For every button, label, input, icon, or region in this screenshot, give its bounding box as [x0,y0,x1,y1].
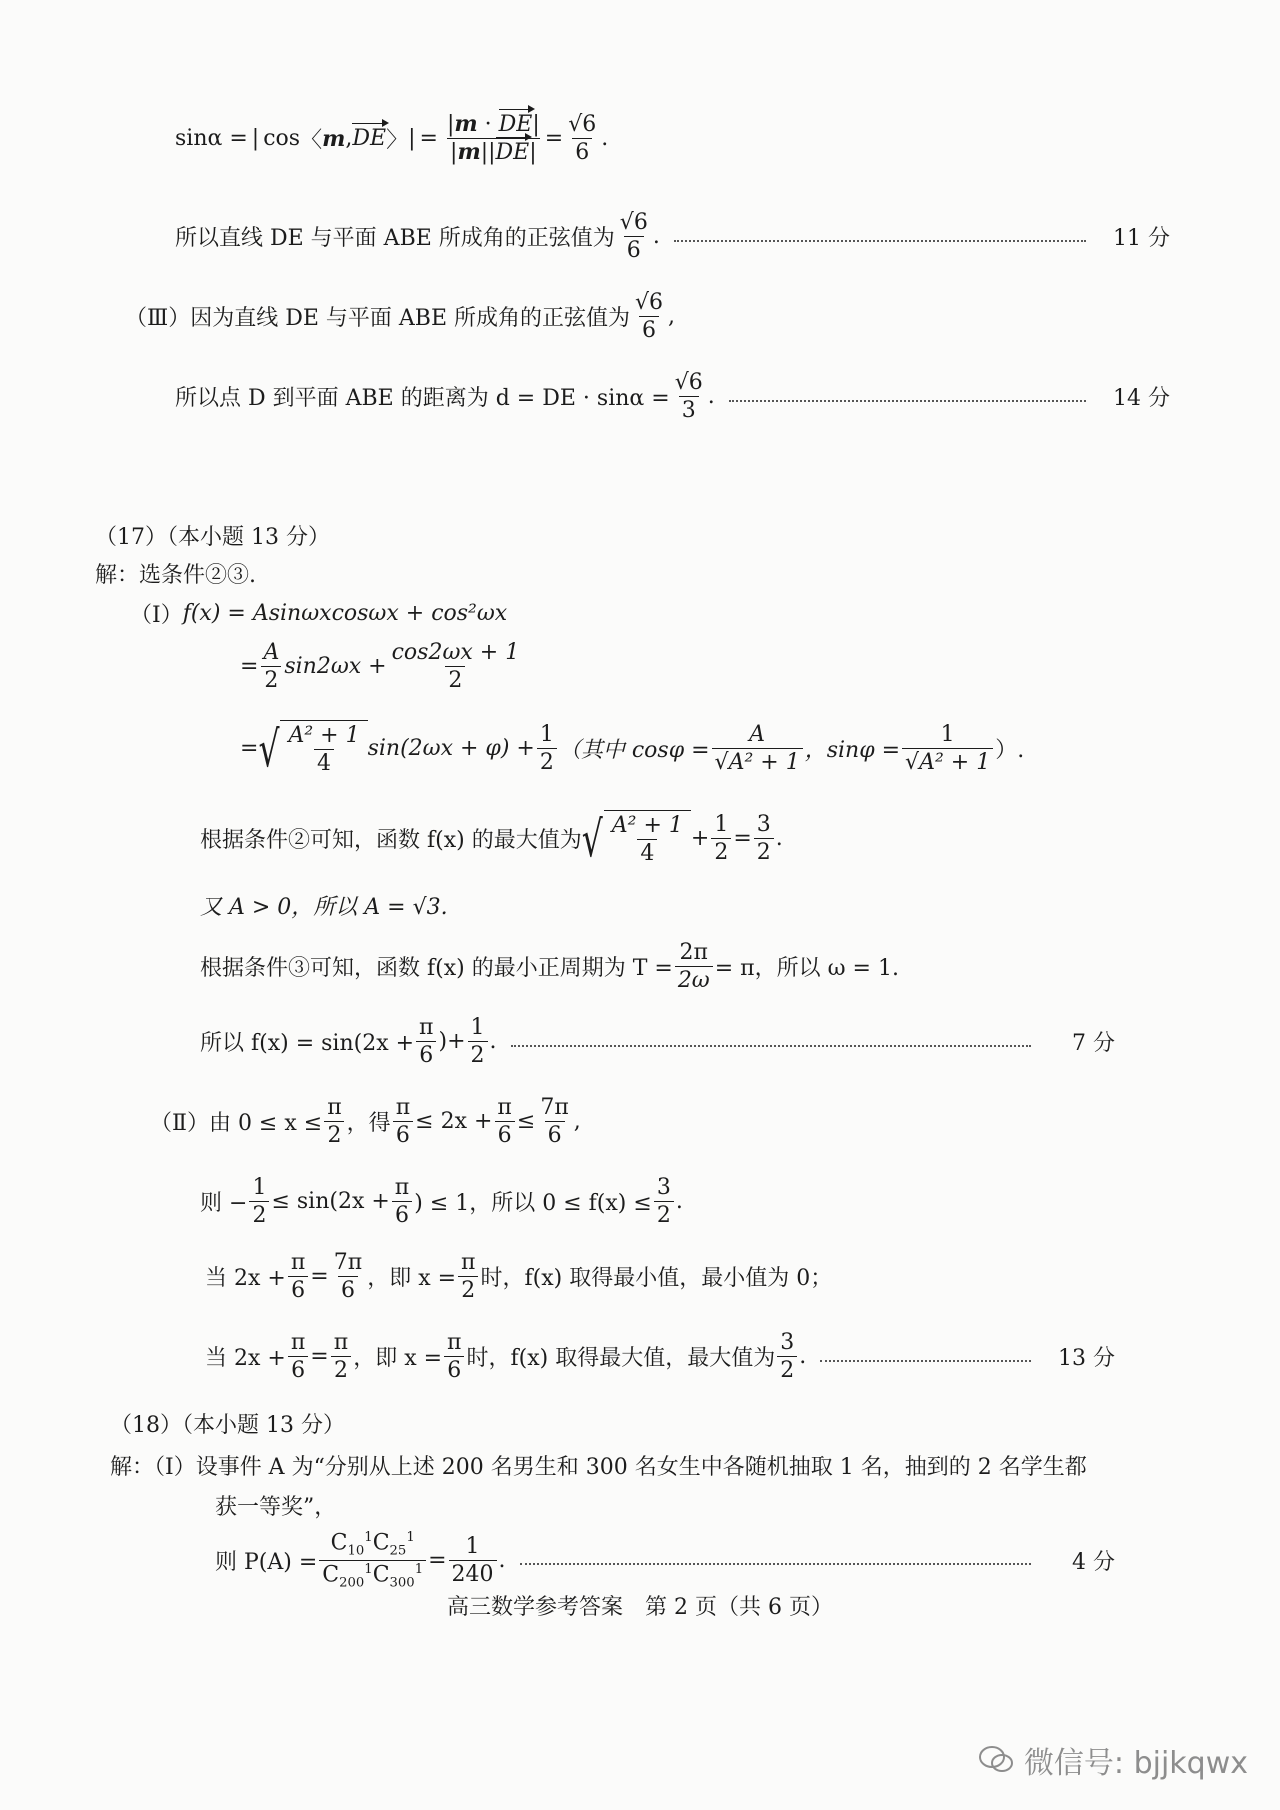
line-11-text: 所以直线 DE 与平面 ABE 所成角的正弦值为 [175,226,615,252]
apos-text: 又 A > 0，所以 A = √3. [200,895,448,920]
sqrt6-over-3: $\frac{√6}{3}$ [674,370,703,424]
cond2-text: 根据条件②可知，函数 f(x) 的最大值为 [200,827,582,853]
q17-apos [200,890,448,921]
sqrt-a2-over-4: √ $\frac{\text{A² + 1}}{4}$ [258,720,367,777]
part3-text: （Ⅲ）因为直线 DE 与平面 ABE 所成角的正弦值为 [125,306,631,332]
one-half: $\frac{1}{2}$ [711,812,731,866]
one-half: $\frac{1}{2}$ [249,1175,269,1229]
part1-label: （Ⅰ） [130,603,183,628]
pi-over-6: $\frac{\pi}{6}$ [416,1015,436,1069]
watermark [978,1738,1248,1782]
pi-over-2: $\frac{\pi}{2}$ [458,1250,478,1304]
score-7: 7 分 [1072,1031,1115,1057]
q17-intro-text: 解：选条件②③. [95,563,256,588]
sqrt6-fraction: $\frac{√6}{6}$ [619,210,648,264]
score-13: 13 分 [1058,1346,1115,1372]
part2-get: ，得 [346,1111,391,1137]
fx-definition: f(x) = Asinωxcosωx + cos²ωx [182,601,508,626]
7pi-over-6: $\frac{7\pi}{6}$ [333,1250,363,1304]
wechat-icon [978,1745,1014,1775]
q18-header [110,1408,345,1439]
one-half: $\frac{1}{2}$ [468,1015,488,1069]
q18-part1-text: 解：（Ⅰ）设事件 A 为“分别从上述 200 名男生和 300 名女生中各随机抽取 1 名，抽到的 2 名学生都 [110,1455,1087,1480]
q17-header-text: （17）（本小题 13 分） [95,525,330,550]
score-4: 4 分 [1072,1549,1115,1575]
step3-end: ）. [995,737,1025,763]
q17-fx-def [130,598,507,629]
score-14: 14 分 [1113,386,1170,412]
part2-mid: ≤ 2x + [415,1109,493,1135]
pi-over-6: $\frac{\pi}{6}$ [494,1095,514,1149]
leader-dots [820,1360,1031,1362]
combination-fraction: $\frac{C_{10}^1C_{25}^1}{C_{200}^1C_{300}^1}$ [319,1530,426,1591]
when-a: 当 2x + [205,1346,286,1372]
cosphi-fraction: $\frac{A}{\text{√A² + 1}}$ [712,722,803,776]
pi-over-6: $\frac{\pi}{6}$ [393,1095,413,1149]
then-label: 则 − [200,1191,248,1217]
sinphi-label: ，sinφ = [804,737,901,763]
pi-over-6: $\frac{\pi}{6}$ [288,1250,308,1304]
fx-result: 所以 f(x) = sin(2x + [200,1031,415,1057]
three-halves: $\frac{3}{2}$ [654,1175,674,1229]
q17-cond2: 根据条件②可知，函数 f(x) 的最大值为 √ $\frac{\text{A² + 1}}{4}$ + $\frac{1}{2}$ = $\frac{3}{2}$ . [200,809,783,868]
q17-then: 则 − $\frac{1}{2}$ ≤ sin(2x + $\frac{\pi}{6}$ ) ≤ 1，所以 0 ≤ f(x) ≤ $\frac{3}{2}$ . [200,1175,683,1229]
three-halves: $\frac{3}{2}$ [777,1330,797,1384]
line-11: 所以直线 DE 与平面 ABE 所成角的正弦值为 $\frac{√6}{6}$ . 11 分 [175,210,1170,264]
ie-x: ，即 x = [353,1346,443,1372]
q17-cond3 [200,940,899,994]
watermark-text: 微信号: bjjkqwx [1023,1746,1248,1781]
cond3-text: 根据条件③可知，函数 f(x) 的最小正周期为 T = [200,956,673,982]
pi-over-2: $\frac{\pi}{2}$ [324,1095,344,1149]
q18-part1-cont [215,1490,336,1521]
q17-part2: （Ⅱ）由 0 ≤ x ≤ $\frac{\pi}{2}$ ，得 $\frac{\pi}{6}$ ≤ 2x + $\frac{\pi}{6}$ ≤ $\frac{7\pi}{6}$ , [150,1095,581,1149]
q17-when-min: 当 2x + $\frac{\pi}{6}$ = $\frac{7\pi}{6}$ ，即 x = $\frac{\pi}{2}$ 时，f(x) 取得最小值，最小值为 0； [205,1250,833,1304]
cos-label: cos [263,126,301,152]
q17-header [95,520,330,551]
period-tail: = π，所以 ω = 1. [714,956,899,982]
line-14: 所以点 D 到平面 ABE 的距离为 d = DE · sinα = $\frac{√6}{3}$ . 14 分 [175,370,1170,424]
one-over-240: $\frac{1}{240}$ [449,1534,497,1588]
when-min-tail: 时，f(x) 取得最小值，最小值为 0； [480,1266,833,1292]
sin-alpha-formula: sinα = | cos 〈 m , DE 〉 | = $\frac{|m \cdot DE|}{|m||DE|}$ = $\frac{√6}{6}$ . [175,111,609,166]
q17-intro [95,558,256,589]
line-4: 则 P(A) = $\frac{C_{10}^1C_{25}^1}{C_{200}^1C_{300}^1}$ = $\frac{1}{240}$ . 4 分 [215,1530,1115,1591]
a-over-2: $\frac{A}{2}$ [260,640,282,694]
7pi-over-6: $\frac{7\pi}{6}$ [540,1095,569,1149]
q17-step2: = $\frac{A}{2}$ sin2ωx + $\frac{\cos 2\omega x + 1}{2}$ [240,640,524,694]
then-tail: ) ≤ 1，所以 0 ≤ f(x) ≤ [414,1191,652,1217]
line-7: 所以 f(x) = sin(2x + $\frac{\pi}{6}$ )+ $\frac{1}{2}$ . 7 分 [200,1015,1115,1069]
period-fraction: $\frac{2\pi}{2\omega}$ [675,940,713,994]
ie-x: ，即 x = [367,1266,457,1292]
leader-dots [520,1563,1031,1565]
leader-dots [674,240,1086,242]
q18-header-text: （18）（本小题 13 分） [110,1413,345,1438]
step3-note: （其中 cosφ = [558,737,710,763]
q18-part1 [110,1450,1087,1481]
three-halves: $\frac{3}{2}$ [754,812,774,866]
part3-line: （Ⅲ）因为直线 DE 与平面 ABE 所成角的正弦值为 $\frac{√6}{6}$ , [125,290,676,344]
page-footer: 高三数学参考答案 第 2 页（共 6 页） [447,1595,833,1620]
line-13: 当 2x + $\frac{\pi}{6}$ = $\frac{\pi}{2}$ ，即 x = $\frac{\pi}{6}$ 时，f(x) 取得最大值，最大值为 $\frac{3}{2}$ . 13 分 [205,1330,1115,1384]
pi-over-2: $\frac{\pi}{2}$ [331,1330,351,1384]
sinphi-fraction: $\frac{1}{\text{√A² + 1}}$ [902,722,993,776]
q17-step3: = √ $\frac{\text{A² + 1}}{4}$ sin(2ωx + φ) + $\frac{1}{2}$ （其中 cosφ = $\frac{A}{\text{√A² + 1}}$ ，sinφ = $\frac{1}{\text{√A² + 1}}$ ）. [240,719,1025,778]
pi-over-6: $\frac{\pi}{6}$ [288,1330,308,1384]
pi-over-6: $\frac{\pi}{6}$ [444,1330,464,1384]
leader-dots [511,1045,1031,1047]
one-half: $\frac{1}{2}$ [537,722,557,776]
sqrt6-over-6: $\frac{√6}{6}$ [568,112,597,166]
q18-part1-cont-text: 获一等奖”， [215,1495,337,1520]
when-max-tail: 时，f(x) 取得最大值，最大值为 [466,1346,776,1372]
line-14-text: 所以点 D 到平面 ABE 的距离为 d = DE · sinα = [175,386,670,412]
part2-label: （Ⅱ）由 0 ≤ x ≤ [150,1111,323,1137]
prob-label: 则 P(A) = [215,1549,318,1575]
sin2wx: sin2ωx + [284,654,387,680]
step3-mid: sin(2ωx + φ) + [367,735,535,761]
score-11: 11 分 [1113,226,1170,252]
leader-dots [729,400,1086,402]
then-mid: ≤ sin(2x + [271,1189,390,1215]
sqrt6-fraction: $\frac{√6}{6}$ [635,290,664,344]
cos-fraction: $\frac{|m \cdot DE|}{|m||DE|}$ [446,111,540,166]
pi-over-6: $\frac{\pi}{6}$ [392,1175,412,1229]
cos-fraction-2: $\frac{\cos 2\omega x + 1}{2}$ [391,640,520,694]
sin-alpha-label: sinα = [175,126,248,152]
when-a: 当 2x + [205,1266,286,1292]
